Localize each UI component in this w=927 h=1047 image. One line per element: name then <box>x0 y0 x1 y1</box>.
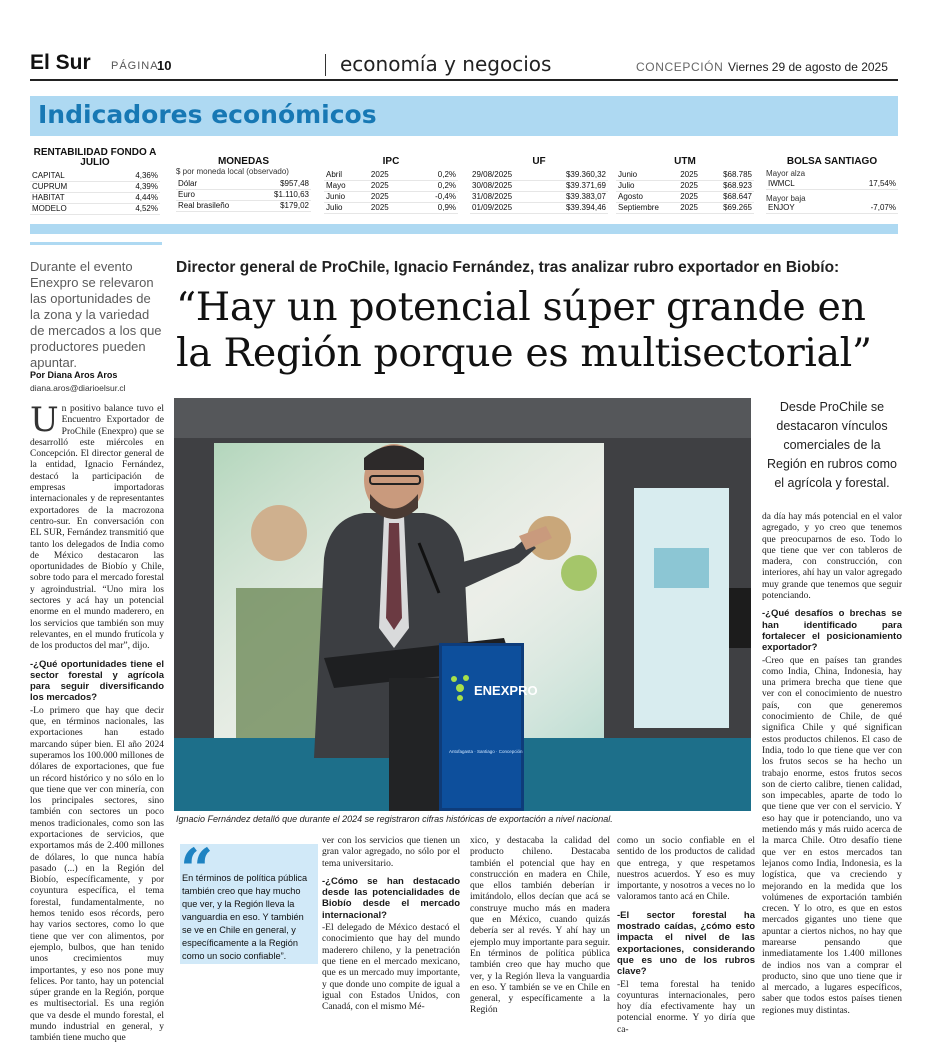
table-row: Julio 2025 $68.923 <box>618 181 752 190</box>
masthead-divider <box>325 54 326 76</box>
column-1-intro: n positivo balance tuvo el Encuentro Exportador de ProChile (Enexpro) que se desarrolló este miércoles en Concepción. El director general de la entidad, Ignacio Fernández, destacó la participación de empresas importadoras internacionales y de representantes exportadores de la macrozona centro-sur. En conversación con EL SUR, Fernández transmitió que tanto los delegados de India como de México destacaron las oportunidades de Biobío y Chile, sobre todo para el mercado forestal y agroindustrial. “Uno mira los sectores y acá hay un potencial enorme en el mundo maderero, en los servicios que también son muy relevantes, en el mundo frutícola y de los productos del mar”, dijo. <box>30 404 164 652</box>
table-row: Euro $1.110,63 <box>178 190 309 199</box>
article-column-5 <box>762 512 902 1019</box>
article-kicker: Director general de ProChile, Ignacio Fernández, tras analizar rubro exportador en Biobío: <box>176 259 840 276</box>
side-deck: Desde ProChile se destacaron vínculos comerciales de la Región en rubros como el agrícola y forestal. <box>767 400 897 490</box>
column-4-body-2: -El tema forestal ha tenido coyunturas internacionales, pero hoy día efectivamente hay un potencial enorme. Y yo diría que ca- <box>617 979 755 1035</box>
bolsa-block <box>766 156 898 214</box>
column-2-body-2: -El delegado de México destacó el conocimiento que hay del mundo maderero chileno, y la penetración que tiene en el mercado mexicano, que es un mercado muy importante, y que donde uno compite de igual a igual con Estados Unidos, con Canadá, con el mismo Mé- <box>322 923 460 1013</box>
currencies-table <box>176 178 311 212</box>
ipc-table <box>324 169 458 214</box>
lede-rule <box>30 242 162 245</box>
table-row: CAPITAL 4,36% <box>32 170 158 180</box>
article-headline: “Hay un potencial súper grande en la Región porque es multisectorial” <box>176 284 872 376</box>
currencies-block <box>176 156 311 212</box>
pull-quote: En términos de política pública también creo que hay mucho que ver, y la Región lleva la vanguardia en eso. Y también se ve en Chile en general, y específicamente a la Región como un socio confiable”. <box>182 873 308 961</box>
ipc-block <box>324 156 458 214</box>
column-4-body: como un socio confiable en el sentido de los productos de calidad que entrega, y que respetamos nuestros acuerdos. Y eso es muy importante, y nosotros a veces no lo valoramos tanto acá en Chile. <box>617 836 755 903</box>
bolsa-heading: BOLSA SANTIAGO <box>786 156 878 167</box>
utm-table <box>616 169 754 214</box>
table-row: MODELO 4,52% <box>32 204 158 213</box>
byline: Por Diana Aros Aros <box>30 370 118 380</box>
column-5-body: da día hay más potencial en el valor agregado, y yo creo que tenemos que preocuparnos de eso. Todo lo que tiene que ver con tableros de madera, con construcción, con interiores, ahí hay un valor agregado muy grande que tenemos que seguir potenciando. <box>762 512 902 602</box>
uf-table <box>470 169 608 214</box>
newspaper-logo: El Sur <box>30 51 91 74</box>
bolsa-down-table <box>766 203 898 215</box>
article-column-3 <box>470 836 610 1019</box>
ipc-heading: IPC <box>382 156 400 167</box>
table-row: Real brasileño $179,02 <box>178 201 309 210</box>
bolsa-up-label: Mayor alza <box>766 169 806 178</box>
quote-mark-icon: “ <box>180 836 214 904</box>
article-column-4 <box>617 836 755 1038</box>
bolsa-up-table <box>766 178 898 190</box>
article-column-1 <box>30 400 164 1047</box>
funds-block <box>30 148 160 215</box>
indicators-bottom-band <box>30 224 898 234</box>
funds-heading: RENTABILIDAD FONDO A JULIO <box>33 147 157 168</box>
issue-date: Viernes 29 de agosto de 2025 <box>728 60 888 74</box>
table-row: Abril 2025 0,2% <box>326 169 456 179</box>
page-label: PÁGINA <box>111 60 159 72</box>
drop-cap: U <box>30 400 59 440</box>
funds-table <box>30 170 160 215</box>
column-5-body-2: -Creo que en países tan grandes como India, China, Indonesia, hay una primera brecha que tiene que ver con el conocimiento de nuestro país, con que generemos conocimiento de Chile, de qué significa Chile y qué significan estos productos chilenos. El caso de India, todo lo que tiene que ver con los frutos secos se ha hecho un trabajo enorme, estos frutos secos son de cierto calibre, tienen calidad, son impecables, aparte de todo lo que tiene que ver con el servicio. Y eso hay que ir potenciando, uno va metiendo más y más ruido acerca de la marca Chile. Otro desafío tiene que ver en estos mercados tan lejanos como India, Indonesia, es la logística, que va creciendo y mejorando en la medida que los volúmenes de exportación también crecen. Y lo otro, es que en estos mercados gigantes uno tiene que apuntar a ciertos nichos, no hay que marearse pensando que inmediatamente los 1.400 millones de indios nos van a comprar el producto, sino que uno tiene que ir al mercado, a lugares específicos, saber que todos estos países tienen regiones muy distintas. <box>762 655 902 1016</box>
table-row: Septiembre 2025 $69.265 <box>618 203 752 212</box>
question-1: -¿Qué oportunidades tiene el sector forestal y agrícola para seguir diversificando los mercados? <box>30 658 164 704</box>
author-email: diana.aros@diarioelsur.cl <box>30 383 126 393</box>
column-3-body: xico, y destacaba la calidad del producto chileno. Destacaba también el potencial que hay en construcción en madera en Chile, que ellos también deberían ir imitándolo, ellos decían que acá se construye mucho más en madera que en México, cuando quizás debería ser al revés. Y ahí hay un ejemplo muy importante para seguir. En términos de política pública también creo que hay mucho que ver, y la Región lleva la vanguardia en eso. Y también se ve en Chile en general, y específicamente a la Región <box>470 836 610 1016</box>
table-row: Mayo 2025 0,2% <box>326 181 456 190</box>
bolsa-down-label: Mayor baja <box>766 193 806 203</box>
currencies-subheading: $ por moneda local (observado) <box>176 167 289 176</box>
table-row: 30/08/2025 $39.371,69 <box>472 181 606 190</box>
question-2: -¿Cómo se han destacado desde las potencialidades de Biobío desde el mercado internacional? <box>322 875 460 921</box>
table-row: Junio 2025 -0,4% <box>326 192 456 201</box>
page-number: 10 <box>157 58 172 73</box>
question-3: -El sector forestal ha mostrado caídas, ¿cómo esto impacta el nivel de las exportaciones, considerando que es uno de los rubros clave? <box>617 909 755 978</box>
table-row: 31/08/2025 $39.383,07 <box>472 192 606 201</box>
table-row: 01/09/2025 $39.394,46 <box>472 203 606 212</box>
table-row: IWMCL 17,54% <box>768 178 896 188</box>
uf-heading: UF <box>532 156 546 167</box>
indicators-title: Indicadores económicos <box>38 100 377 129</box>
masthead-rule <box>30 79 898 81</box>
city-label: CONCEPCIÓN <box>636 60 724 74</box>
table-row: ENJOY -7,07% <box>768 203 896 213</box>
table-row: 29/08/2025 $39.360,32 <box>472 169 606 179</box>
table-row: Agosto 2025 $68.647 <box>618 192 752 201</box>
table-row: Junio 2025 $68.785 <box>618 169 752 179</box>
utm-block <box>616 156 754 214</box>
podium-brand: ENEXPRO <box>474 683 538 698</box>
table-row: Dólar $957,48 <box>178 178 309 188</box>
photo-caption: Ignacio Fernández detalló que durante el 2024 se registraron cifras históricas de exportación a nivel nacional. <box>176 814 613 824</box>
article-column-2 <box>322 836 460 1015</box>
article-lede: Durante el evento Enexpro se relevaron las oportunidades de la zona y la variedad de mercados a los que productores pueden apuntar. <box>30 259 162 370</box>
section-title: economía y negocios <box>340 52 552 76</box>
question-4: -¿Qué desafíos o brechas se han identificado para fortalecer el posicionamiento exportador? <box>762 608 902 654</box>
uf-block <box>470 156 608 214</box>
table-row: HABITAT 4,44% <box>32 193 158 202</box>
table-row: CUPRUM 4,39% <box>32 182 158 191</box>
table-row: Julio 2025 0,9% <box>326 203 456 212</box>
currencies-heading: MONEDAS <box>217 156 270 167</box>
column-1-body: -Lo primero que hay que decir que, en términos nacionales, las exportaciones han estado marcando súper bien. El año 2024 superamos los 100.000 millones de dólares de exportaciones, que fue un récord histórico y no sólo en lo que tiene que ver con minería, con los principales sectores, sino también con sectores un poco menos tradicionales, como son las exportaciones de servicios, que exportamos más de 2.400 millones de dólares, lo que nunca había pasado (...) en la Región del Biobío, específicamente, y por coyuntura específica, el tema forestal, fundamentalmente, no hemos tenido esos récords, pero hay varios sectores, como lo que tiene que ver con alimentos, por ejemplo, bulbos, que han tenido unos crecimientos muy importantes, y eso nos pone muy felices. Por tanto, hay un potencial súper grande en la Región, porque es multisectorial. Es una región que va desde el mundo forestal, el mundo industrial en general, y también tiene mucho que <box>30 705 164 1044</box>
podium-subtitle: Antofagasta · Santiago · Concepción <box>449 749 523 754</box>
column-2-body: ver con los servicios que tienen un gran valor agregado, no sólo por el tema universitario. <box>322 836 460 869</box>
utm-heading: UTM <box>674 156 696 167</box>
article-photo <box>174 398 751 811</box>
speaker-illustration <box>174 398 751 811</box>
